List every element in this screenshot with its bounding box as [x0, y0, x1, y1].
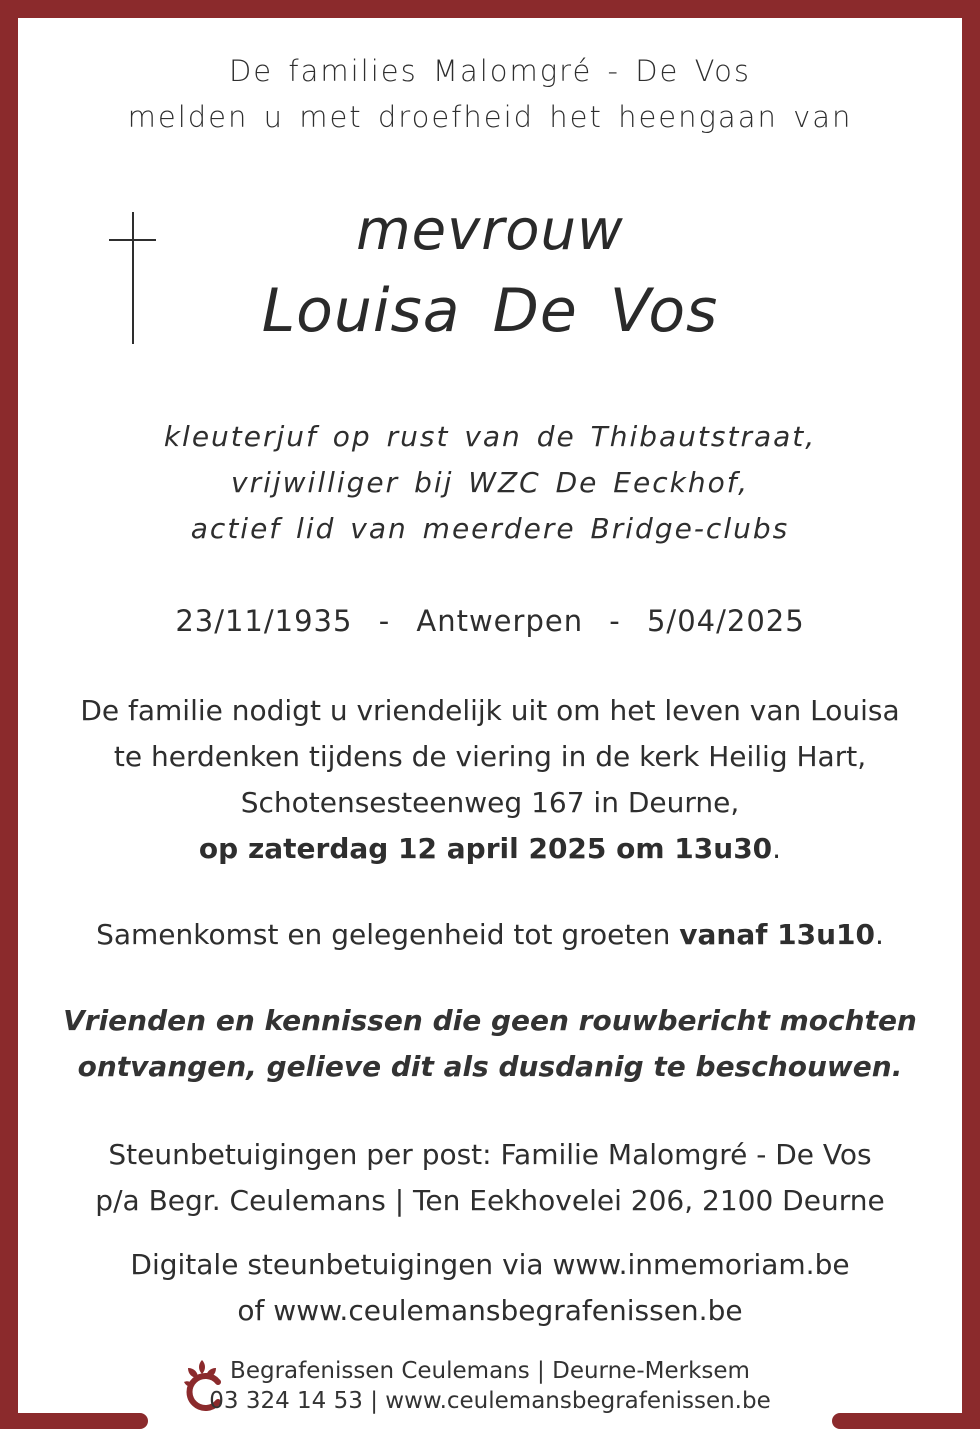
frame-top	[0, 0, 980, 18]
gathering-line	[0, 918, 980, 951]
place: Antwerpen	[416, 604, 584, 638]
condolences-digital-line-2: of www.ceulemansbegrafenissen.be	[237, 1294, 743, 1327]
footer-line-2: 03 324 14 53 | www.ceulemansbegrafenissen.be	[209, 1388, 771, 1414]
date-separator: -	[609, 604, 621, 638]
deceased-name: Louisa De Vos	[261, 276, 719, 346]
notice-line-1: Vrienden en kennissen die geen rouwbericht mochten	[63, 1004, 917, 1037]
gathering-period: .	[875, 918, 884, 951]
footer-line-1: Begrafenissen Ceulemans | Deurne-Merksem	[230, 1358, 750, 1384]
gathering-text: Samenkomst en gelegenheid tot groeten	[96, 918, 680, 951]
intro-line-1: De families Malomgré - De Vos	[228, 54, 752, 88]
notice-line-2: ontvangen, gelieve dit als dusdanig te beschouwen.	[77, 1050, 903, 1083]
ceremony-datetime	[0, 832, 980, 865]
frame-bottom-right	[832, 1413, 980, 1429]
condolences-post-line-1: Steunbetuigingen per post: Familie Malomgré - De Vos	[108, 1138, 872, 1171]
deceased-title: mevrouw	[356, 198, 624, 263]
description-line-1: kleuterjuf op rust van de Thibautstraat,	[163, 420, 817, 453]
death-date: 5/04/2025	[646, 604, 805, 638]
gathering-time: vanaf 13u10	[679, 918, 876, 951]
date-separator: -	[378, 604, 391, 638]
description-line-3: actief lid van meerdere Bridge-clubs	[190, 512, 790, 545]
condolences-digital-line-1: Digitale steunbetuigingen via www.inmemoriam.be	[130, 1248, 850, 1281]
ceremony-line-1: De familie nodigt u vriendelijk uit om het leven van Louisa	[80, 694, 900, 727]
description-line-2: vrijwilliger bij WZC De Eeckhof,	[231, 466, 749, 499]
birth-date: 23/11/1935	[175, 604, 353, 638]
ceremony-period: .	[772, 832, 782, 865]
intro-line-2: melden u met droefheid het heengaan van	[127, 100, 853, 134]
condolences-post-line-2: p/a Begr. Ceulemans | Ten Eekhovelei 206, 2100 Deurne	[95, 1184, 885, 1217]
ceremony-line-3: Schotensesteenweg 167 in Deurne,	[240, 786, 740, 819]
frame-bottom-left	[0, 1413, 148, 1429]
ceremony-line-2: te herdenken tijdens de viering in de kerk Heilig Hart,	[113, 740, 867, 773]
ceremony-datetime-bold: op zaterdag 12 april 2025 om 13u30	[198, 832, 773, 865]
life-dates	[0, 604, 980, 638]
